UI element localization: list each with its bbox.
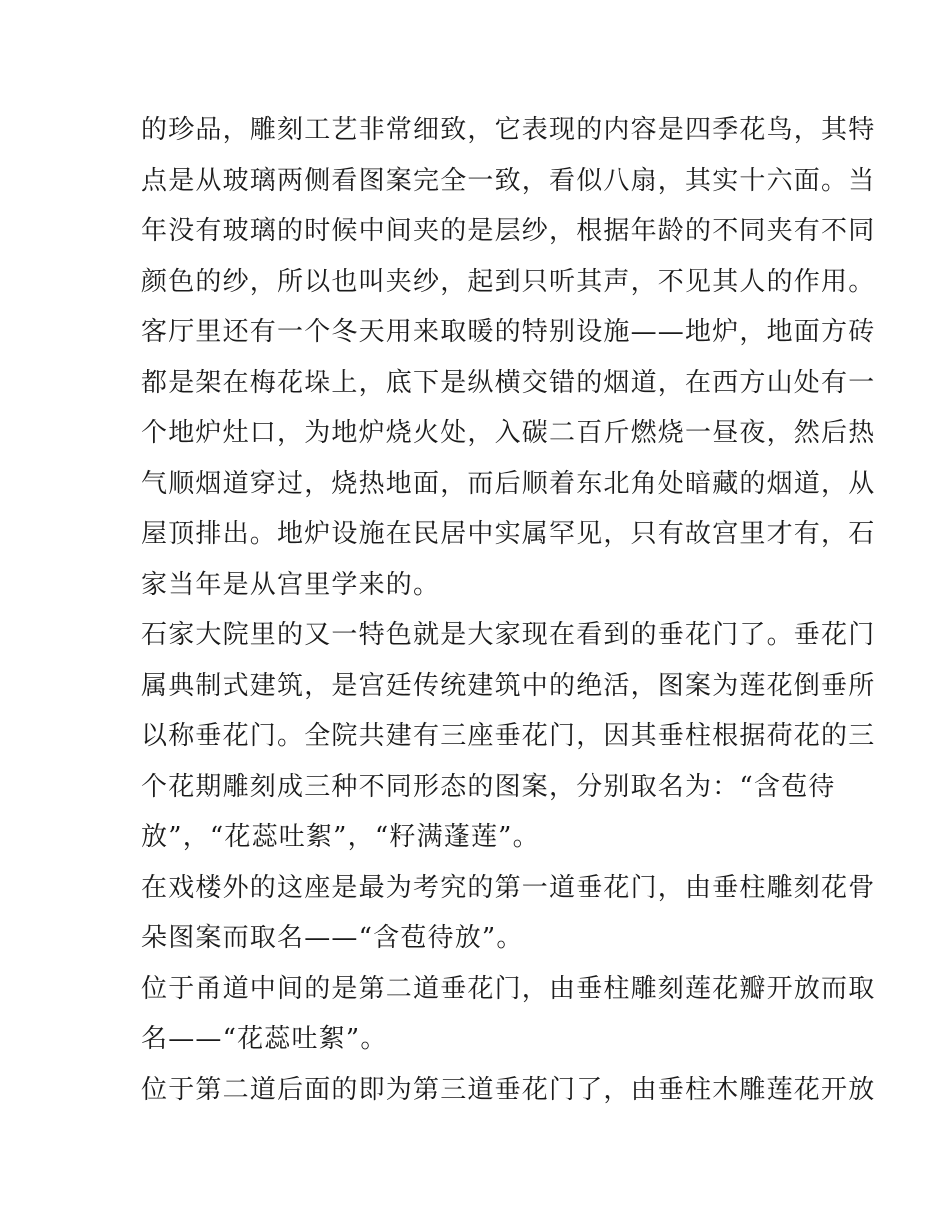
text-line: 点是从玻璃两侧看图案完全一致，看似八扇，其实十六面。当: [141, 165, 876, 196]
document-page: [141, 110, 876, 1120]
text-line: 位于甬道中间的是第二道垂花门，由垂柱雕刻莲花瓣开放而取: [141, 973, 876, 1004]
text-line: 属典制式建筑，是宫廷传统建筑中的绝活，图案为莲花倒垂所: [141, 670, 876, 701]
text-line: 都是架在梅花垛上，底下是纵横交错的烟道，在西方山处有一: [141, 367, 876, 398]
paragraph-floor-furnace: [141, 312, 876, 615]
text-line: 在戏楼外的这座是最为考究的第一道垂花门，由垂柱雕刻花骨: [141, 872, 876, 903]
text-line: 年没有玻璃的时候中间夹的是层纱，根据年龄的不同夹有不同: [141, 216, 876, 246]
text-line: 颜色的纱，所以也叫夹纱，起到只听其声，不见其人的作用。: [141, 266, 876, 297]
paragraph-hanging-flower-gates: [141, 615, 876, 868]
text-line: 家当年是从宫里学来的。: [141, 569, 441, 600]
text-line: 石家大院里的又一特色就是大家现在看到的垂花门了。垂花门: [141, 620, 876, 650]
text-line: 气顺烟道穿过，烧热地面，而后顺着东北角处暗藏的烟道，从: [141, 468, 876, 499]
text-line: 的珍品，雕刻工艺非常细致，它表现的内容是四季花鸟，其特: [141, 115, 876, 145]
text-line: 名——“花蕊吐絮”。: [141, 1024, 388, 1054]
paragraph-third-gate: [141, 1070, 876, 1121]
text-line: 个花期雕刻成三种不同形态的图案，分别取名为：“含苞待: [141, 771, 836, 802]
paragraph-glass-screen: [141, 110, 876, 312]
text-line: 客厅里还有一个冬天用来取暖的特别设施——地炉，地面方砖: [141, 317, 876, 347]
text-line: 个地炉灶口，为地炉烧火处，入碳二百斤燃烧一昼夜，然后热: [141, 418, 876, 448]
paragraph-second-gate: [141, 969, 876, 1070]
text-line: 朵图案而取名——“含苞待放”。: [141, 923, 524, 953]
text-line: 以称垂花门。全院共建有三座垂花门，因其垂柱根据荷花的三: [141, 721, 876, 751]
text-line: 屋顶排出。地炉设施在民居中实属罕见，只有故宫里才有，石: [141, 519, 876, 549]
text-line: 位于第二道后面的即为第三道垂花门了，由垂柱木雕莲花开放: [141, 1074, 876, 1105]
paragraph-first-gate: [141, 868, 876, 969]
text-line: 放”，“花蕊吐絮”，“籽满蓬莲”。: [141, 822, 540, 852]
